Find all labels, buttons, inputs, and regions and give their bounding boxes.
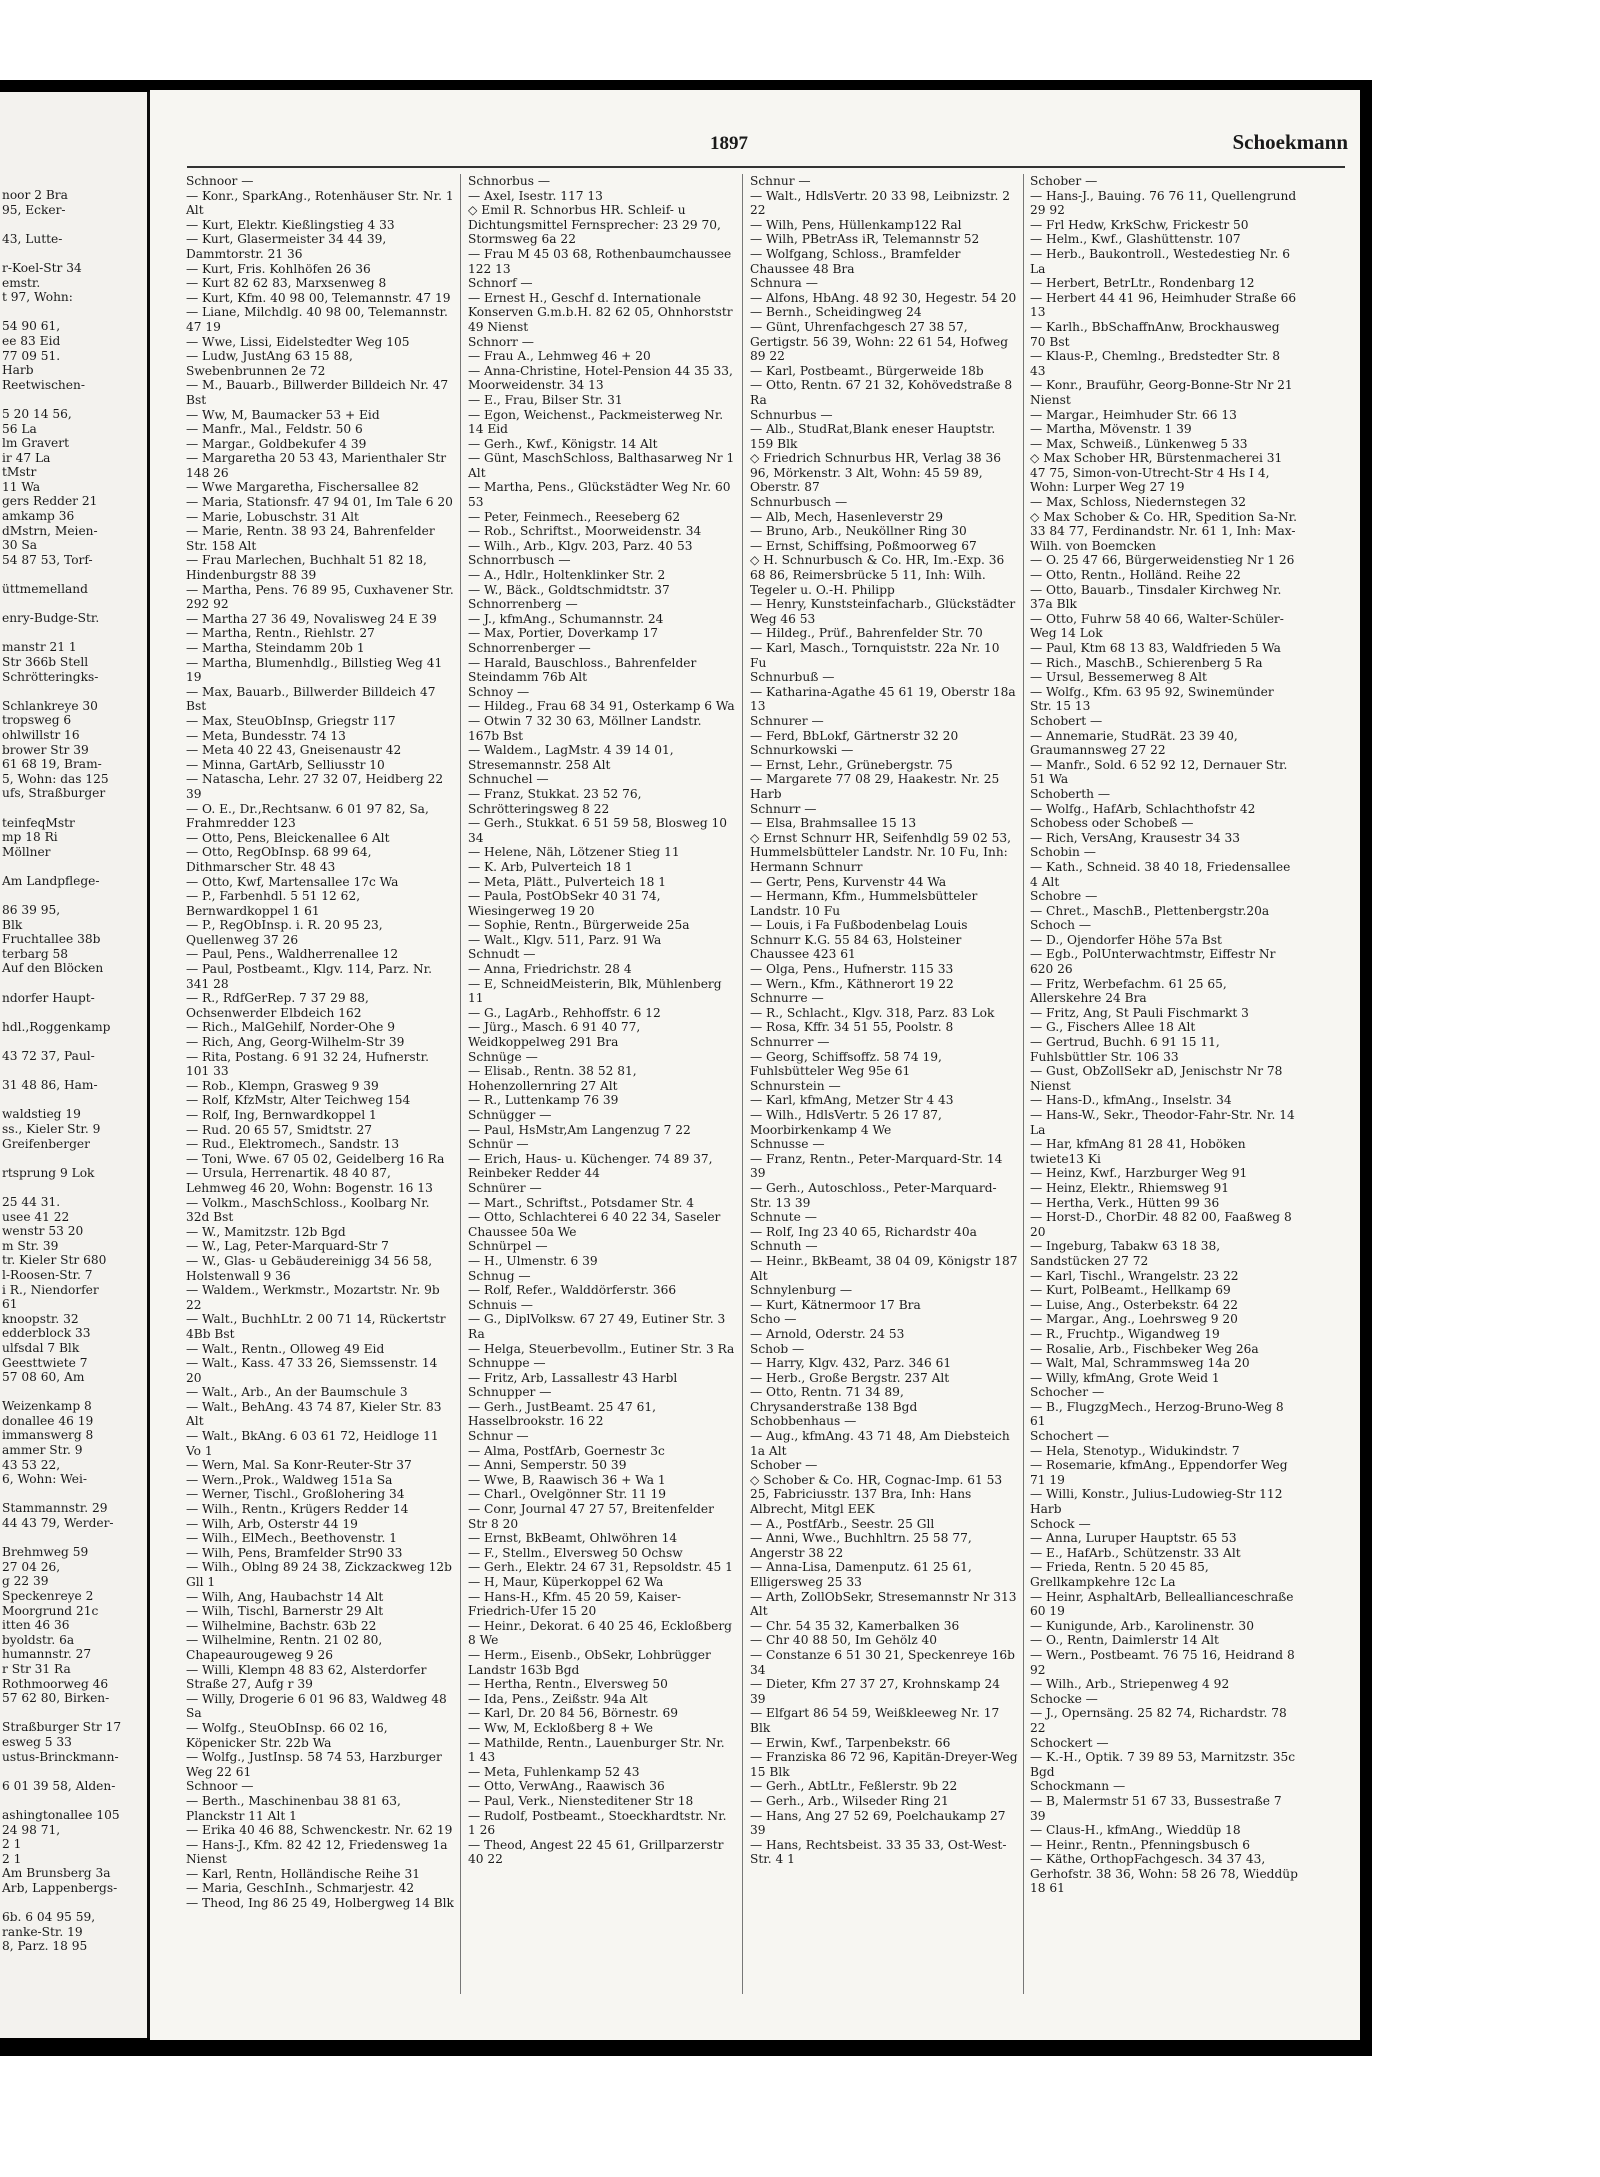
directory-page	[150, 90, 1360, 2040]
column-3-text: Schnur — — Walt., HdlsVertr. 20 33 98, Leibnizstr. 2 22 — Wilh, Pens, Hüllenkamp122 Ral — Wilh, PBetrAss iR, Telemannstr 52 — Wolfgang, Schloss., Bramfelder Chaussee 48 Bra Schnura — — Alfons, HbAng. 48 92 30, Hegestr. 54 20 — Bernh., Scheidingweg 24 — Günt, Uhrenfachgesch 27 38 57, Gertigstr. 56 39, Wohn: 22 61 54, Hofweg 89 22 — Karl, Postbeamt., Bürgerweide 18b — Otto, Rentn. 67 21 32, Kohövedstraße 8 Ra Schnurbus — — Alb., StudRat,Blank eneser Hauptstr. 159 Blk ◇ Friedrich Schnurbus HR, Verlag 38 36 96, Mörkenstr. 3 Alt, Wohn: 45 59 89, Oberstr. 87 Schnurbusch — — Alb, Mech, Hasenleverstr 29 — Bruno, Arb., Neuköllner Ring 30 — Ernst, Schiffsing, Poßmoorweg 67 ◇ H. Schnurbusch & Co. HR, Im.-Exp. 36 68 86, Reimersbrücke 5 11, Inh: Wilh. Tegeler u. O.-H. Philipp — Henry, Kunststeinfacharb., Glückstädter Weg 46 53 — Hildeg., Prüf., Bahrenfelder Str. 70 — Karl, Masch., Tornquiststr. 22a Nr. 10 Fu Schnurbuß — — Katharina-Agathe 45 61 19, Oberstr 18a 13 Schnurer — — Ferd, BbLokf, Gärtnerstr 32 20 Schnurkowski — — Ernst, Lehr., Grünebergstr. 75 — Margarete 77 08 29, Haakestr. Nr. 25 Harb Schnurr — — Elsa, Brahmsallee 15 13 ◇ Ernst Schnurr HR, Seifenhdlg 59 02 53, Hummelsbütteler Landstr. Nr. 10 Fu, Inh: Hermann Schnurr — Gertr, Pens, Kurvenstr 44 Wa — Hermann, Kfm., Hummelsbütteler Landstr. 10 Fu — Louis, i Fa Fußbodenbelag Louis Schnurr K.G. 55 84 63, Holsteiner Chaussee 423 61 — Olga, Pens., Hufnerstr. 115 33 — Wern., Kfm., Käthnerort 19 22 Schnurre — — R., Schlacht., Klgv. 318, Parz. 83 Lok — Rosa, Kffr. 34 51 55, Poolstr. 8 Schnurrer — — Georg, Schiffsoffz. 58 74 19, Fuhlsbütteler Weg 95e 61 Schnurstein — — Karl, kfmAng, Metzer Str 4 43 — Wilh., HdlsVertr. 5 26 17 87, Moorbirkenkamp 4 We Schnusse — — Franz, Rentn., Peter-Marquard-Str. 14 39 — Gerh., Autoschloss., Peter-Marquard-Str. 13 39 Schnute — — Rolf, Ing 23 40 65, Richardstr 40a Schnuth — — Heinr., BkBeamt, 38 04 09, Königstr 187 Alt Schnylenburg — — Kurt, Kätnermoor 17 Bra Scho — — Arnold, Oderstr. 24 53 Schob — — Harry, Klgv. 432, Parz. 346 61 — Herb., Große Bergstr. 237 Alt — Otto, Rentn. 71 34 89, Chrysanderstraße 138 Bgd Schobbenhaus — — Aug., kfmAng. 43 71 48, Am Diebsteich 1a Alt Schober — ◇ Schober & Co. HR, Cognac-Imp. 61 53 25, Fabriciusstr. 137 Bra, Inh: Hans Albrecht, Mitgl EEK — A., PostfArb., Seestr. 25 Gll — Anni, Wwe., Buchhltrn. 25 58 77, Angerstr 38 22 — Anna-Lisa, Damenputz. 61 25 61, Elligersweg 25 33 — Arth, ZollObSekr, Stresemannstr Nr 313 Alt — Chr. 54 35 32, Kamerbalken 36 — Chr 40 88 50, Im Gehölz 40 — Constanze 6 51 30 21, Speckenreye 16b 34 — Dieter, Kfm 27 37 27, Krohnskamp 24 39 — Elfgart 86 54 59, Weißkleeweg Nr. 17 Blk — Erwin, Kwf., Tarpenbekstr. 66 — Franziska 86 72 96, Kapitän-Dreyer-Weg 15 Blk — Gerh., AbtLtr., Feßlerstr. 9b 22 — Gerh., Arb., Wilseder Ring 21 — Hans, Ang 27 52 69, Poelchaukamp 27 39 — Hans, Rechtsbeist. 33 35 33, Ost-West-Str. 4 1	[750, 174, 1018, 1867]
column-2-text: Schnorbus — — Axel, Isestr. 117 13 ◇ Emil R. Schnorbus HR. Schleif- u Dichtungsmittel Fernsprecher: 23 29 70, Stormsweg 6a 22 — Frau M 45 03 68, Rothenbaumchaussee 122 13 Schnorf — — Ernest H., Geschf d. Internationale Konserven G.m.b.H. 82 62 05, Ohnhorststr 49 Nienst Schnorr — — Frau A., Lehmweg 46 + 20 — Anna-Christine, Hotel-Pension 44 35 33, Moorweidenstr. 34 13 — E., Frau, Bilser Str. 31 — Egon, Weichenst., Packmeisterweg Nr. 14 Eid — Gerh., Kwf., Königstr. 14 Alt — Günt, MaschSchloss, Balthasarweg Nr 1 Alt — Martha, Pens., Glückstädter Weg Nr. 60 53 — Peter, Feinmech., Reeseberg 62 — Rob., Schriftst., Moorweidenstr. 34 — Wilh., Arb., Klgv. 203, Parz. 40 53 Schnorrbusch — — A., Hdlr., Holtenklinker Str. 2 — W., Bäck., Goldtschmidtstr. 37 Schnorrenberg — — J., kfmAng., Schumannstr. 24 — Max, Portier, Doverkamp 17 Schnorrenberger — — Harald, Bauschloss., Bahrenfelder Steindamm 76b Alt Schnoy — — Hildeg., Frau 68 34 91, Osterkamp 6 Wa — Otwin 7 32 30 63, Möllner Landstr. 167b Bst — Waldem., LagMstr. 4 39 14 01, Stresemannstr. 258 Alt Schnuchel — — Franz, Stukkat. 23 52 76, Schrötteringsweg 8 22 — Gerh., Stukkat. 6 51 59 58, Blosweg 10 34 — Helene, Näh, Lötzener Stieg 11 — K. Arb, Pulverteich 18 1 — Meta, Plätt., Pulverteich 18 1 — Paula, PostObSekr 40 31 74, Wiesingerweg 19 20 — Sophie, Rentn., Bürgerweide 25a — Walt., Klgv. 511, Parz. 91 Wa Schnudt — — Anna, Friedrichstr. 28 4 — E, SchneidMeisterin, Blk, Mühlenberg 11 — G., LagArb., Rehhoffstr. 6 12 — Jürg., Masch. 6 91 40 77, Weidkoppelweg 291 Bra Schnüge — — Elisab., Rentn. 38 52 81, Hohenzollernring 27 Alt — R., Luttenkamp 76 39 Schnügger — — Paul, HsMstr,Am Langenzug 7 22 Schnür — — Erich, Haus- u. Küchenger. 74 89 37, Reinbeker Redder 44 Schnürer — — Mart., Schriftst., Potsdamer Str. 4 — Otto, Schlachterei 6 40 22 34, Saseler Chaussee 50a We Schnürpel — — H., Ulmenstr. 6 39 Schnug — — Rolf, Refer., Walddörferstr. 366 Schnuis — — G., DiplVolksw. 67 27 49, Eutiner Str. 3 Ra — Helga, Steuerbevollm., Eutiner Str. 3 Ra Schnuppe — — Fritz, Arb, Lassallestr 43 Harbl Schnupper — — Gerh., JustBeamt. 25 47 61, Hasselbrookstr. 16 22 Schnur — — Alma, PostfArb, Goernestr 3c — Anni, Semperstr. 50 39 — Wwe, B, Raawisch 36 + Wa 1 — Charl., Ovelgönner Str. 11 19 — Conr, Journal 47 27 57, Breitenfelder Str 8 20 — Ernst, BkBeamt, Ohlwöhren 14 — F., Stellm., Elversweg 50 Ochsw — Gerh., Elektr. 24 67 31, Repsoldstr. 45 1 — H, Maur, Küperkoppel 62 Wa — Hans-H., Kfm. 45 20 59, Kaiser-Friedrich-Ufer 15 20 — Heinr., Dekorat. 6 40 25 46, Eckloßberg 8 We — Herm., Eisenb., ObSekr, Lohbrügger Landstr 163b Bgd — Hertha, Rentn., Elversweg 50 — Ida, Pens., Zeißstr. 94a Alt — Karl, Dr. 20 84 56, Börnestr. 69 — Ww, M, Eckloßberg 8 + We — Mathilde, Rentn., Lauenburger Str. Nr. 1 43 — Meta, Fuhlenkamp 52 43 — Otto, VerwAng., Raawisch 36 — Paul, Verk., Niensteditener Str 18 — Rudolf, Postbeamt., Stoeckhardtstr. Nr. 1 26 — Theod, Angest 22 45 61, Grillparzerstr 40 22	[468, 174, 735, 1867]
column-2	[468, 174, 736, 1867]
column-3	[750, 174, 1018, 1867]
previous-page-text: noor 2 Bra 95, Ecker- 43, Lutte- r-Koel-Str 34 emstr. t 97, Wohn: 54 90 61, ee 83 Eid 77 09 51. Harb Reetwischen- 5 20 14 56, 56 La lm Gravert ir 47 La tMstr 11 Wa gers Redder 21 amkamp 36 dMstrn, Meien- 30 Sa 54 87 53, Torf- üttmemelland enry-Budge-Str. manstr 21 1 Str 366b Stell Schrötteringks- Schlankreye 30 tropsweg 6 ohlwillstr 16 brower Str 39 61 68 19, Bram- 5, Wohn: das 125 ufs, Straßburger teinfeqMstr mp 18 Ri Möllner Am Landpflege- 86 39 95, Blk Fruchtallee 38b terbarg 58 Auf den Blöcken ndorfer Haupt- hdl.,Roggenkamp 43 72 37, Paul- 31 48 86, Ham- waldstieg 19 ss., Kieler Str. 9 Greifenberger rtsprung 9 Lok 25 44 31. usee 41 22 wenstr 53 20 m Str. 39 tr. Kieler Str 680 l-Roosen-Str. 7 i R., Niendorfer 61 knoopstr. 32 edderblock 33 ulfsdal 7 Blk Geesttwiete 7 57 08 60, Am Weizenkamp 8 donallee 46 19 immanswerg 8 ammer Str. 9 43 53 22, 6, Wohn: Wei- Stammannstr. 29 44 43 79, Werder- Brehmweg 59 27 04 26, g 22 39 Speckenreye 2 Moorgrund 21c itten 46 36 byoldstr. 6a humannstr. 27 r Str 31 Ra Rothmoorweg 46 57 62 80, Birken- Straßburger Str 17 esweg 5 33 ustus-Brinckmann- 6 01 39 58, Alden- ashingtonallee 105 24 98 71, 2 1 2 1 Am Brunsberg 3a Arb, Lappenbergs- 6b. 6 04 95 59, ranke-Str. 19 8, Parz. 18 95	[2, 188, 122, 1954]
column-4	[1030, 174, 1298, 1896]
column-4-text: Schober — — Hans-J., Bauing. 76 76 11, Quellengrund 29 92 — Frl Hedw, KrkSchw, Frickestr 50 — Helm., Kwf., Glashüttenstr. 107 — Herb., Baukontroll., Westedestieg Nr. 6 La — Herbert, BetrLtr., Rondenbarg 12 — Herbert 44 41 96, Heimhuder Straße 66 13 — Karlh., BbSchaffnAnw, Brockhausweg 70 Bst — Klaus-P., Chemlng., Bredstedter Str. 8 43 — Konr., Brauführ, Georg-Bonne-Str Nr 21 Nienst — Margar., Heimhuder Str. 66 13 — Martha, Mövenstr. 1 39 — Max, Schweiß., Lünkenweg 5 33 ◇ Max Schober HR, Bürstenmacherei 31 47 75, Simon-von-Utrecht-Str 4 Hs I 4, Wohn: Lurper Weg 27 19 — Max, Schloss, Niedernstegen 32 ◇ Max Schober & Co. HR, Spedition Sa-Nr. 33 84 77, Ferdinandstr. Nr. 61 1, Inh: Max-Wilh. von Boemcken — O. 25 47 66, Bürgerweidenstieg Nr 1 26 — Otto, Rentn., Holländ. Reihe 22 — Otto, Bauarb., Tinsdaler Kirchweg Nr. 37a Blk — Otto, Fuhrw 58 40 66, Walter-Schüler-Weg 14 Lok — Paul, Ktm 68 13 83, Waldfrieden 5 Wa — Rich., MaschB., Schierenberg 5 Ra — Ursul, Bessemerweg 8 Alt — Wolfg., Kfm. 63 95 92, Swinemünder Str. 15 13 Schobert — — Annemarie, StudRät. 23 39 40, Graumannsweg 27 22 — Manfr., Sold. 6 52 92 12, Dernauer Str. 51 Wa Schoberth — — Wolfg., HafArb, Schlachthofstr 42 Schobess oder Schobeß — — Rich, VersAng, Krausestr 34 33 Schobin — — Kath., Schneid. 38 40 18, Friedensallee 4 Alt Schobre — — Chret., MaschB., Plettenbergstr.20a Schoch — — D., Ojendorfer Höhe 57a Bst — Egb., PolUnterwachtmstr, Eiffestr Nr 620 26 — Fritz, Werbefachm. 61 25 65, Allerskehre 24 Bra — Fritz, Ang, St Pauli Fischmarkt 3 — G., Fischers Allee 18 Alt — Gertrud, Buchh. 6 91 15 11, Fuhlsbüttler Str. 106 33 — Gust, ObZollSekr aD, Jenischstr Nr 78 Nienst — Hans-D., kfmAng., Inselstr. 34 — Hans-W., Sekr., Theodor-Fahr-Str. Nr. 14 La — Har, kfmAng 81 28 41, Hoböken twiete13 Ki — Heinz, Kwf., Harzburger Weg 91 — Heinz, Elektr., Rhiemsweg 91 — Hertha, Verk., Hütten 99 36 — Horst-D., ChorDir. 48 82 00, Faaßweg 8 20 — Ingeburg, Tabakw 63 18 38, Sandstücken 27 72 — Karl, Tischl., Wrangelstr. 23 22 — Kurt, PolBeamt., Hellkamp 69 — Luise, Ang., Osterbekstr. 64 22 — Margar., Ang., Loehrsweg 9 20 — R., Fruchtp., Wigandweg 19 — Rosalie, Arb., Fischbeker Weg 26a — Walt, Mal, Schrammsweg 14a 20 — Willy, kfmAng, Grote Weid 1 Schocher — — B., FlugzgMech., Herzog-Bruno-Weg 8 61 Schochert — — Hela, Stenotyp., Widukindstr. 7 — Rosemarie, kfmAng., Eppendorfer Weg 71 19 — Willi, Konstr., Julius-Ludowieg-Str 112 Harb Schock — — Anna, Luruper Hauptstr. 65 53 — E., HafArb., Schützenstr. 33 Alt — Frieda, Rentn. 5 20 45 85, Grellkampkehre 12c La — Heinr, AsphaltArb, Belleallianceschraße 60 19 — Kunigunde, Arb., Karolinenstr. 30 — O., Rentn, Daimlerstr 14 Alt — Wern., Postbeamt. 76 75 16, Heidrand 8 92 — Wilh., Arb., Striepenweg 4 92 Schocke — — J., Opernsäng. 25 82 74, Richardstr. 78 22 Schockert — — K.-H., Optik. 7 39 89 53, Marnitzstr. 35c Bgd Schockmann — — B, Malermstr 51 67 33, Bussestraße 7 39 — Claus-H., kfmAng., Wieddüp 18 — Heinr., Rentn., Pfenningsbusch 6 — Käthe, OrthopFachgesch. 34 37 43, Gerhofstr. 38 36, Wohn: 58 26 78, Wieddüp 18 61	[1030, 174, 1298, 1896]
column-divider	[460, 174, 461, 1994]
running-head-word: Schoekmann	[1232, 130, 1348, 154]
running-head	[150, 90, 1360, 154]
column-1	[186, 174, 454, 1911]
column-divider	[742, 174, 743, 1994]
previous-page-column	[2, 188, 147, 1954]
column-1-text: Schnoor — — Konr., SparkAng., Rotenhäuser Str. Nr. 1 Alt — Kurt, Elektr. Kießlingstieg 4 33 — Kurt, Glasermeister 34 44 39, Dammtorstr. 21 36 — Kurt, Fris. Kohlhöfen 26 36 — Kurt 82 62 83, Marxsenweg 8 — Kurt, Kfm. 40 98 00, Telemannstr. 47 19 — Liane, Milchdlg. 40 98 00, Telemannstr. 47 19 — Wwe, Lissi, Eidelstedter Weg 105 — Ludw, JustAng 63 15 88, Swebenbrunnen 2e 72 — M., Bauarb., Billwerder Billdeich Nr. 47 Bst — Ww, M, Baumacker 53 + Eid — Manfr., Mal., Feldstr. 50 6 — Margar., Goldbekufer 4 39 — Margaretha 20 53 43, Marienthaler Str 148 26 — Wwe Margaretha, Fischersallee 82 — Maria, Stationsfr. 47 94 01, Im Tale 6 20 — Marie, Lobuschstr. 31 Alt — Marie, Rentn. 38 93 24, Bahrenfelder Str. 158 Alt — Frau Marlechen, Buchhalt 51 82 18, Hindenburgstr 88 39 — Martha, Pens. 76 89 95, Cuxhavener Str. 292 92 — Martha 27 36 49, Novalisweg 24 E 39 — Martha, Rentn., Riehlstr. 27 — Martha, Steindamm 20b 1 — Martha, Blumenhdlg., Billstieg Weg 41 19 — Max, Bauarb., Billwerder Billdeich 47 Bst — Max, SteuObInsp, Griegstr 117 — Meta, Bundesstr. 74 13 — Meta 40 22 43, Gneisenaustr 42 — Minna, GartArb, Selliusstr 10 — Natascha, Lehr. 27 32 07, Heidberg 22 39 — O. E., Dr.,Rechtsanw. 6 01 97 82, Sa, Frahmredder 123 — Otto, Pens, Bleickenallee 6 Alt — Otto, RegObInsp. 68 99 64, Dithmarscher Str. 48 43 — Otto, Kwf, Martensallee 17c Wa — P., Farbenhdl. 5 51 12 62, Bernwardkoppel 1 61 — P., RegObInsp. i. R. 20 95 23, Quellenweg 37 26 — Paul, Pens., Waldherrenallee 12 — Paul, Postbeamt., Klgv. 114, Parz. Nr. 341 28 — R., RdfGerRep. 7 37 29 88, Ochsenwerder Elbdeich 162 — Rich., MalGehilf, Norder-Ohe 9 — Rich, Ang, Georg-Wilhelm-Str 39 — Rita, Postang. 6 91 32 24, Hufnerstr. 101 33 — Rob., Klempn, Grasweg 9 39 — Rolf, KfzMstr, Alter Teichweg 154 — Rolf, Ing, Bernwardkoppel 1 — Rud. 20 65 57, Smidtstr. 27 — Rud., Elektromech., Sandstr. 13 — Toni, Wwe. 67 05 02, Geidelberg 16 Ra — Ursula, Herrenartik. 48 40 87, Lehmweg 46 20, Wohn: Bogenstr. 16 13 — Volkm., MaschSchloss., Koolbarg Nr. 32d Bst — W., Mamitzstr. 12b Bgd — W., Lag, Peter-Marquard-Str 7 — W., Glas- u Gebäudereinigg 34 56 58, Holstenwall 9 36 — Waldem., Werkmstr., Mozartstr. Nr. 9b 22 — Walt., BuchhLtr. 2 00 71 14, Rückertstr 4Bb Bst — Walt., Rentn., Olloweg 49 Eid — Walt., Kass. 47 33 26, Siemssenstr. 14 20 — Walt., Arb., An der Baumschule 3 — Walt., BehAng. 43 74 87, Kieler Str. 83 Alt — Walt., BkAng. 6 03 61 72, Heidloge 11 Vo 1 — Wern, Mal. Sa Konr-Reuter-Str 37 — Wern.,Prok., Waldweg 151a Sa — Werner, Tischl., Großlohering 34 — Wilh., Rentn., Krügers Redder 14 — Wilh, Arb, Osterstr 44 19 — Wilh., ElMech., Beethovenstr. 1 — Wilh, Pens, Bramfelder Str90 33 — Wilh., Oblng 89 24 38, Zickzackweg 12b Gll 1 — Wilh, Ang, Haubachstr 14 Alt — Wilh, Tischl, Barnerstr 29 Alt — Wilhelmine, Bachstr. 63b 22 — Wilhelmine, Rentn. 21 02 80, Chapeaurougeweg 9 26 — Willi, Klempn 48 83 62, Alsterdorfer Straße 27, Aufg r 39 — Willy, Drogerie 6 01 96 83, Waldweg 48 Sa — Wolfg., SteuObInsp. 66 02 16, Köpenicker Str. 22b Wa — Wolfg., JustInsp. 58 74 53, Harzburger Weg 22 61 Schnoor — — Berth., Maschinenbau 38 81 63, Planckstr 11 Alt 1 — Erika 40 46 88, Schwenckestr. Nr. 62 19 — Hans-J., Kfm. 82 42 12, Friedensweg 1a Nienst — Karl, Rentn, Holländische Reihe 31 — Maria, GeschInh., Schmarjestr. 42 — Theod, Ing 86 25 49, Holbergweg 14 Blk	[186, 174, 454, 1911]
header-rule	[187, 166, 1345, 168]
column-divider	[1023, 174, 1024, 1994]
page-number: 1897	[710, 133, 748, 154]
previous-page-edge	[0, 92, 147, 2038]
